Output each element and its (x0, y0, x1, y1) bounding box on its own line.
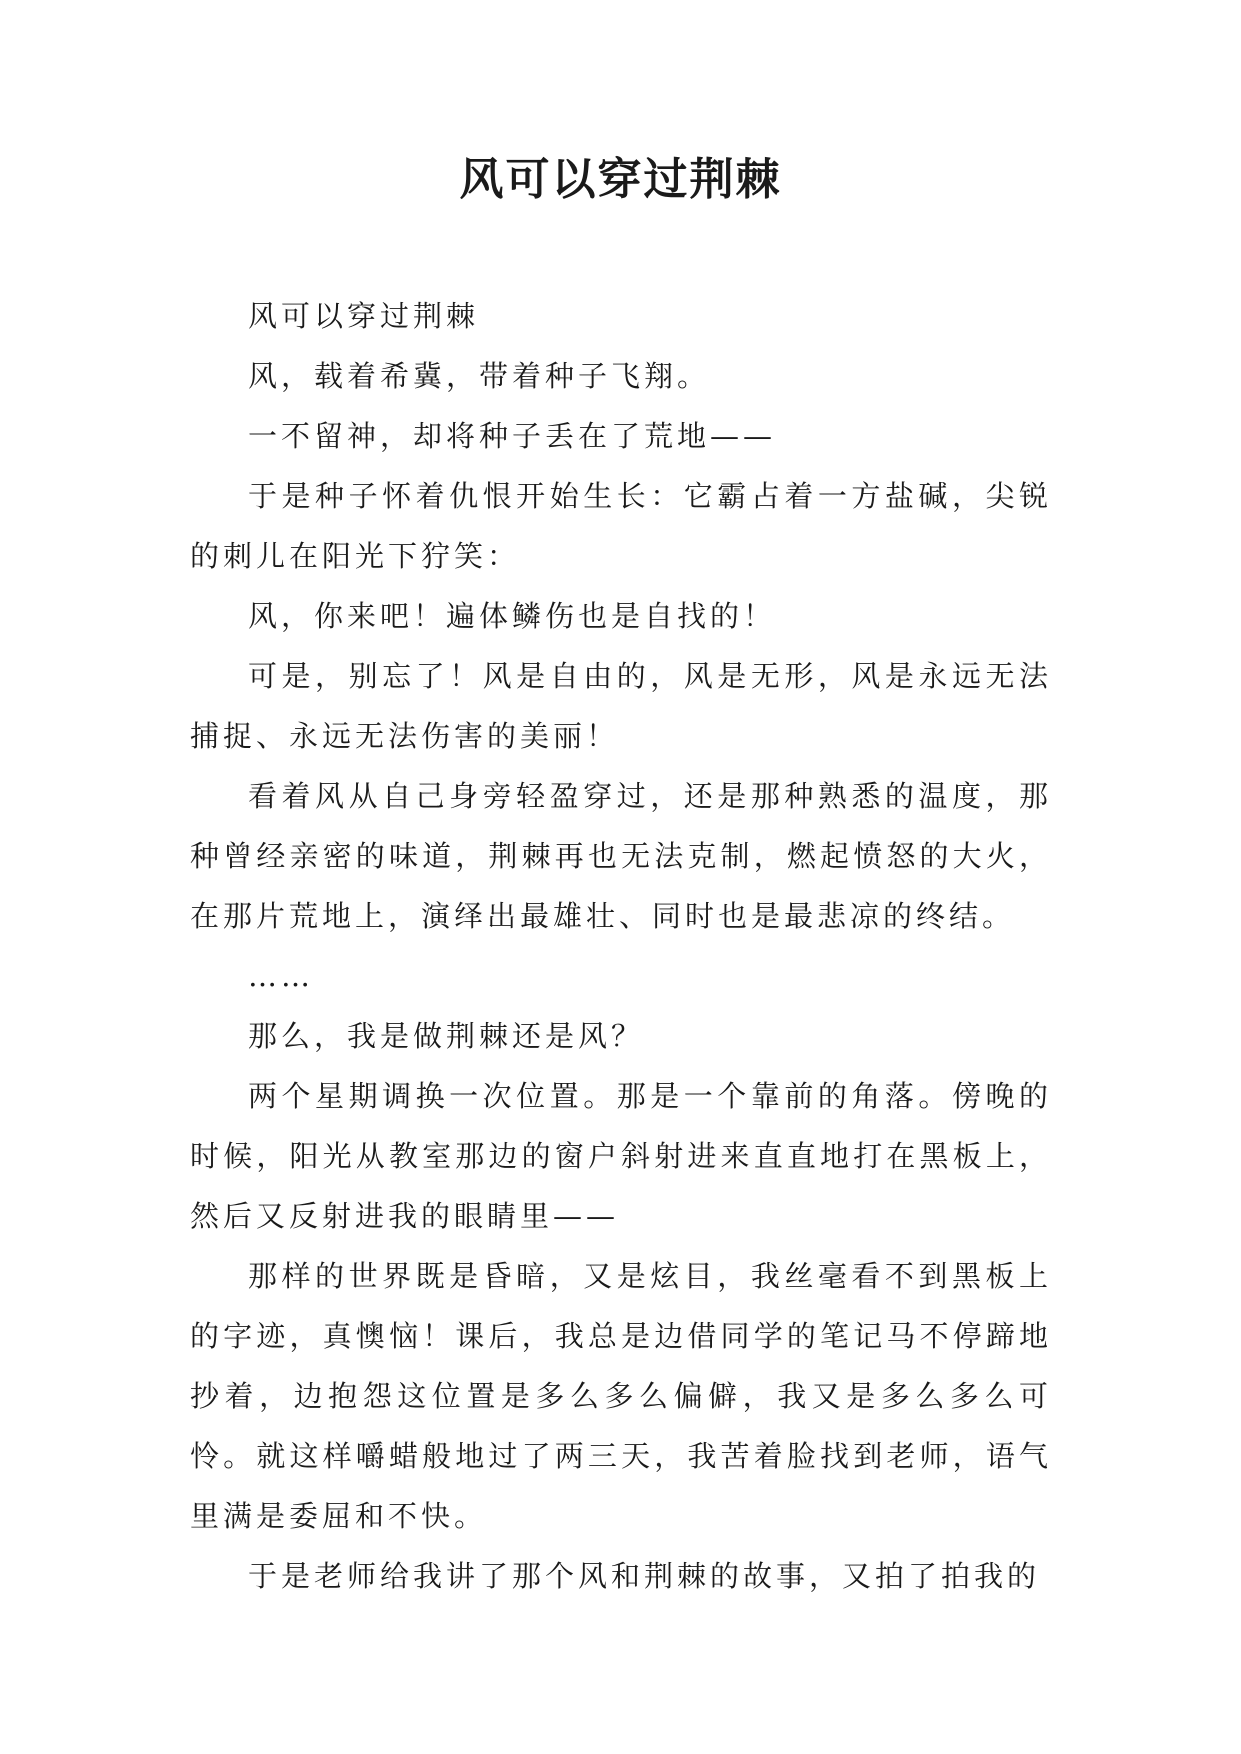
paragraph: 可是，别忘了！风是自由的，风是无形，风是永远无法捕捉、永远无法伤害的美丽！ (190, 659, 1052, 753)
document-body (190, 286, 1052, 1606)
paragraph: 两个星期调换一次位置。那是一个靠前的角落。傍晚的时候，阳光从教室那边的窗户斜射进来直直地打在黑板上，然后又反射进我的眼睛里—— (190, 1079, 1052, 1233)
paragraph: 看着风从自己身旁轻盈穿过，还是那种熟悉的温度，那种曾经亲密的味道，荆棘再也无法克制，燃起愤怒的大火，在那片荒地上，演绎出最雄壮、同时也是最悲凉的终结。 (190, 779, 1052, 933)
paragraph: 风可以穿过荆棘 (248, 299, 480, 333)
document-title: 风可以穿过荆棘 (459, 154, 782, 205)
paragraph: 于是老师给我讲了那个风和荆棘的故事，又拍了拍我的 (248, 1559, 1041, 1593)
ellipsis-paragraph: …… (248, 959, 314, 993)
paragraph: 那样的世界既是昏暗，又是炫目，我丝毫看不到黑板上的字迹，真懊恼！课后，我总是边借同学的笔记马不停蹄地抄着，边抱怨这位置是多么多么偏僻，我又是多么多么可怜。就这样嚼蜡般地过了两三天，我苦着脸找到老师，语气里满是委屈和不快。 (190, 1259, 1052, 1533)
paragraph: 一不留神，却将种子丢在了荒地—— (248, 419, 777, 453)
paragraph: 于是种子怀着仇恨开始生长：它霸占着一方盐碱，尖锐的刺儿在阳光下狞笑： (190, 479, 1052, 573)
paragraph: 风，载着希冀，带着种子飞翔。 (248, 359, 711, 393)
paragraph: 那么，我是做荆棘还是风？ (248, 1019, 645, 1053)
paragraph: 风，你来吧！遍体鳞伤也是自找的！ (248, 599, 777, 633)
